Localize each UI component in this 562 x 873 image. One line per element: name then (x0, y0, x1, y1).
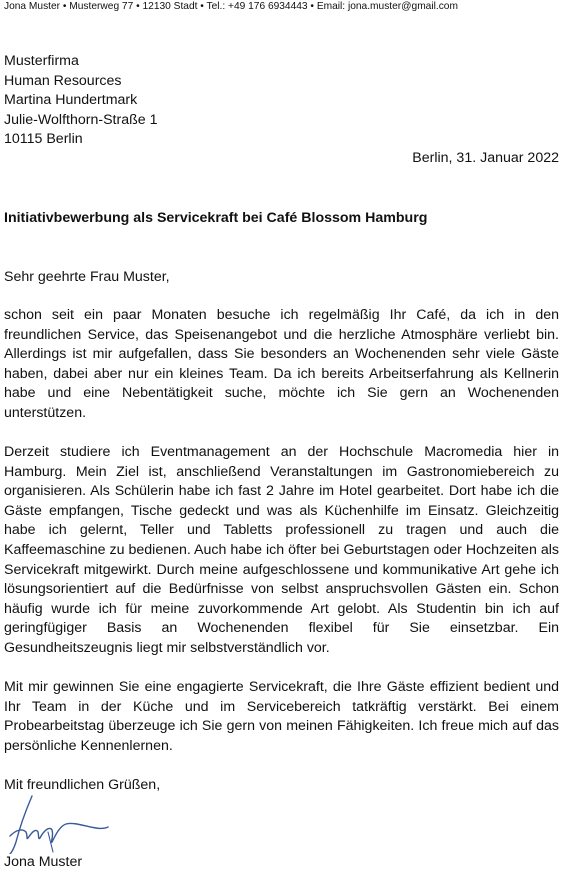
body-paragraph-1: schon seit ein paar Monaten besuche ich regelmäßig Ihr Café, da ich in den freundlichen Service, das Speisenangebot und die herzliche Atmosphäre verliebt bin. Allerdings ist mir aufgefallen, dass Sie besonders an Wochenenden sehr viele Gäste haben, dabei aber nur ein kleines Team. Da ich bereits Arbeitserfahrung als Kellnerin habe und eine Nebentätigkeit suche, möchte ich Sie gern an Wochenenden unterstützen. (4, 307, 559, 421)
recipient-department: Human Resources (4, 72, 122, 89)
letter-date: Berlin, 31. Januar 2022 (412, 150, 559, 166)
closing-phrase: Mit freundlichen Grüßen, (4, 777, 161, 793)
recipient-contact: Martina Hundertmark (4, 92, 138, 109)
recipient-address-block (4, 52, 158, 150)
sender-address-line: Jona Muster • Musterweg 77 • 12130 Stadt • Tel.: +49 176 6934443 • Email: jona.muster@gmail.com (4, 1, 458, 12)
recipient-city: 10115 Berlin (4, 131, 83, 148)
letter-subject: Initiativbewerbung als Servicekraft bei Café Blossom Hamburg (4, 210, 428, 226)
body-paragraph-2: Derzeit studiere ich Eventmanagement an der Hochschule Macromedia hier in Hamburg. Mein Ziel ist, anschließend Veranstaltungen im Gastronomiebereich zu organisieren. Als Schülerin habe ich fast 2 Jahre im Hotel gearbeitet. Dort habe ich die Gäste empfangen, Tische gedeckt und was als Küchenhilfe im Einsatz. Gleichzeitig habe ich gelernt, Teller und Tabletts professionell zu tragen und auch die Kaffeemaschine zu bedienen. Auch habe ich öfter bei Geburtstagen oder Hochzeiten als Servicekraft mitgewirkt. Durch meine aufgeschlossene und kommunikative Art gehe ich lösungsorientiert auf die Bedürfnisse von selbst anspruchsvollen Gästen ein. Schon häufig wurde ich für meine zuvorkommende Art gelobt. Als Studentin bin ich auf geringfügiger Basis an Wochenenden flexibel für Sie einsetzbar. Ein Gesundheitszeugnis liegt mir selbstverständlich vor. (4, 444, 559, 656)
recipient-street: Julie-Wolfthorn-Straße 1 (4, 111, 158, 128)
signer-name: Jona Muster (4, 854, 83, 870)
salutation: Sehr geehrte Frau Muster, (4, 269, 170, 285)
recipient-company: Musterfirma (4, 53, 79, 69)
handwritten-signature (4, 792, 114, 854)
body-paragraph-3: Mit mir gewinnen Sie eine engagierte Servicekraft, die Ihre Gäste effizient bedient und Ihr Team in der Küche und im Servicebereich tatkräftig verstärkt. Bei einem Probearbeitstag überzeuge ich Sie gern von meinen Fähigkeiten. Ich freue mich auf das persönliche Kennenlernen. (4, 679, 559, 754)
